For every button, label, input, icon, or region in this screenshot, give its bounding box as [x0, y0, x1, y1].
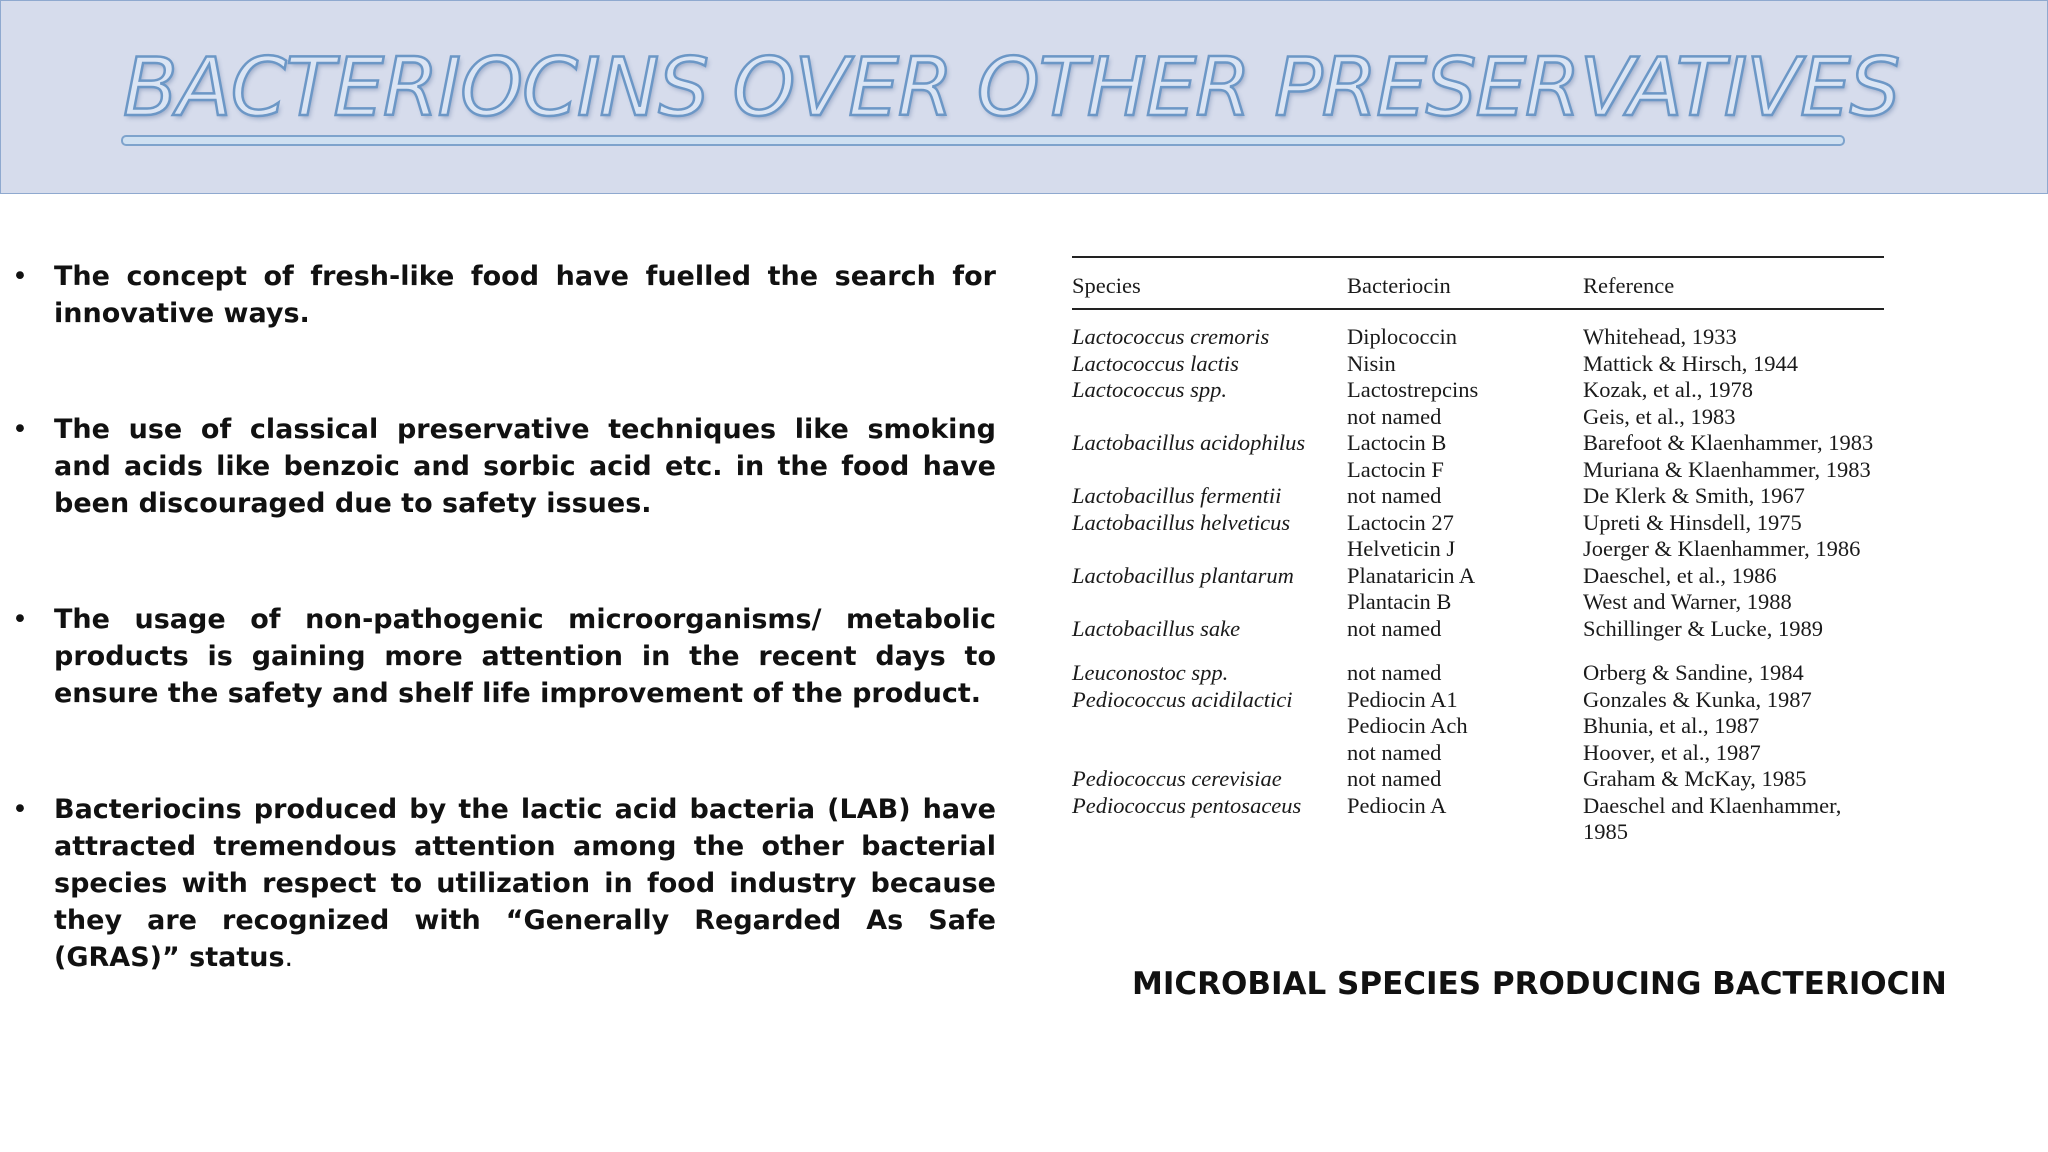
reference-cell: Mattick & Hirsch, 1944: [1583, 350, 1798, 376]
bacteriocin-cell: Diplococcin: [1347, 324, 1457, 349]
reference-cell: Whitehead, 1933: [1583, 324, 1737, 349]
table-row: [1072, 377, 1884, 404]
header-reference: Reference: [1583, 273, 1675, 298]
bullet-marker: •: [12, 604, 28, 635]
table-header-rule: [1072, 308, 1884, 310]
species-cell: Lactobacillus plantarum: [1072, 562, 1294, 588]
reference-cell: Joerger & Klaenhammer, 1986: [1583, 536, 1861, 561]
species-cell: Lactobacillus helveticus: [1072, 509, 1291, 535]
table-row: [1072, 324, 1884, 351]
bullet-item: [12, 791, 996, 976]
bullet-item: [12, 411, 996, 522]
reference-cell: Orberg & Sandine, 1984: [1583, 660, 1804, 685]
bullet-tail: .: [284, 942, 294, 973]
species-cell: Lactococcus cremoris: [1072, 324, 1270, 349]
reference-cell: West and Warner, 1988: [1583, 589, 1792, 614]
bacteriocin-cell: not named: [1347, 766, 1442, 791]
species-cell: Lactococcus spp.: [1072, 377, 1227, 402]
bullet-text: The usage of non-pathogenic microorganisms/ metabolic products is gaining more attention in the recent days to ensure the safety and shelf life improvement of the product.: [54, 604, 996, 709]
table-row: [1072, 766, 1884, 793]
reference-cell: Geis, et al., 1983: [1583, 403, 1736, 429]
bullet-marker: •: [12, 794, 28, 825]
bacteriocin-table: [1072, 256, 1884, 846]
table-row: [1072, 616, 1884, 643]
species-cell: Pediococcus acidilactici: [1072, 686, 1293, 712]
bullet-text: The concept of fresh-like food have fuelled the search for innovative ways.: [54, 261, 996, 329]
bacteriocin-cell: not named: [1347, 615, 1442, 641]
table-body: [1072, 324, 1884, 846]
bullet-marker: •: [12, 261, 28, 292]
table-row: [1072, 793, 1884, 846]
table-row: [1072, 589, 1884, 616]
bacteriocin-cell: Pediocin A1: [1347, 686, 1458, 712]
table-header-row: [1072, 258, 1884, 308]
bullet-list: [12, 258, 996, 976]
bacteriocin-cell: Nisin: [1347, 350, 1396, 376]
bacteriocin-cell: Pediocin Ach: [1347, 713, 1468, 738]
species-cell: Pediococcus cerevisiae: [1072, 766, 1282, 791]
bacteriocin-cell: Pediocin A: [1347, 792, 1447, 818]
header-species: Species: [1072, 273, 1141, 298]
reference-cell: Bhunia, et al., 1987: [1583, 713, 1760, 738]
species-cell: Lactobacillus sake: [1072, 615, 1241, 641]
header-bacteriocin: Bacteriocin: [1347, 273, 1451, 298]
bacteriocin-cell: not named: [1347, 660, 1442, 685]
table-grid: [1072, 258, 1884, 846]
species-cell: [1072, 404, 1347, 431]
bacteriocin-cell: Lactocin B: [1347, 430, 1447, 455]
bacteriocin-cell: not named: [1347, 483, 1442, 508]
table-row: [1072, 430, 1884, 457]
reference-cell: Upreti & Hinsdell, 1975: [1583, 509, 1802, 535]
reference-cell: Gonzales & Kunka, 1987: [1583, 686, 1812, 712]
species-cell: Lactococcus lactis: [1072, 350, 1239, 376]
species-cell: Pediococcus pentosaceus: [1072, 792, 1302, 818]
reference-cell: Schillinger & Lucke, 1989: [1583, 615, 1823, 641]
species-cell: [1072, 536, 1347, 563]
bullet-marker: •: [12, 414, 28, 445]
table-row: [1072, 642, 1884, 687]
reference-cell: Daeschel, et al., 1986: [1583, 562, 1777, 588]
slide-title: BACTERIOCINS OVER OTHER PRESERVATIVES: [123, 41, 1900, 134]
table-row: [1072, 351, 1884, 378]
bacteriocin-cell: Lactocin 27: [1347, 509, 1454, 535]
table-row: [1072, 510, 1884, 537]
bullet-item: [12, 601, 996, 712]
title-underline: [121, 135, 1845, 146]
table-caption: MICROBIAL SPECIES PRODUCING BACTERIOCIN: [1132, 966, 1947, 1002]
bullet-text: The use of classical preservative techniques like smoking and acids like benzoic and sorbic acid etc. in the food have been discouraged due to safety issues.: [54, 414, 996, 519]
bacteriocin-cell: Lactocin F: [1347, 456, 1444, 482]
table-row: [1072, 404, 1884, 431]
species-cell: Lactobacillus fermentii: [1072, 483, 1282, 508]
reference-cell: Muriana & Klaenhammer, 1983: [1583, 456, 1871, 482]
bullet-item: [12, 258, 996, 332]
table-row: [1072, 713, 1884, 740]
species-cell: [1072, 740, 1347, 767]
table-row: [1072, 536, 1884, 563]
bacteriocin-cell: not named: [1347, 739, 1442, 765]
reference-cell: Barefoot & Klaenhammer, 1983: [1583, 430, 1874, 455]
bacteriocin-cell: Lactostrepcins: [1347, 377, 1479, 402]
table-row: [1072, 687, 1884, 714]
reference-cell: De Klerk & Smith, 1967: [1583, 483, 1805, 508]
reference-cell: Kozak, et al., 1978: [1583, 377, 1753, 402]
bullet-text: Bacteriocins produced by the lactic acid bacteria (LAB) have attracted tremendous attention among the other bacterial species with respect to utilization in food industry because they are recognized with “Generally Regarded As Safe (GRAS)” status: [54, 794, 996, 973]
bacteriocin-cell: Plantacin B: [1347, 589, 1452, 614]
table-row: [1072, 740, 1884, 767]
reference-cell: Hoover, et al., 1987: [1583, 739, 1761, 765]
reference-cell: Daeschel and Klaenhammer, 1985: [1583, 792, 1842, 844]
species-cell: Leuconostoc spp.: [1072, 660, 1229, 685]
table-row: [1072, 483, 1884, 510]
bacteriocin-cell: Helveticin J: [1347, 536, 1456, 561]
species-cell: Lactobacillus acidophilus: [1072, 430, 1306, 455]
species-cell: [1072, 589, 1347, 616]
bacteriocin-cell: Planataricin A: [1347, 562, 1476, 588]
species-cell: [1072, 457, 1347, 484]
table-row: [1072, 457, 1884, 484]
bacteriocin-cell: not named: [1347, 403, 1442, 429]
species-cell: [1072, 713, 1347, 740]
title-banner: [0, 0, 2048, 194]
table-row: [1072, 563, 1884, 590]
reference-cell: Graham & McKay, 1985: [1583, 766, 1807, 791]
